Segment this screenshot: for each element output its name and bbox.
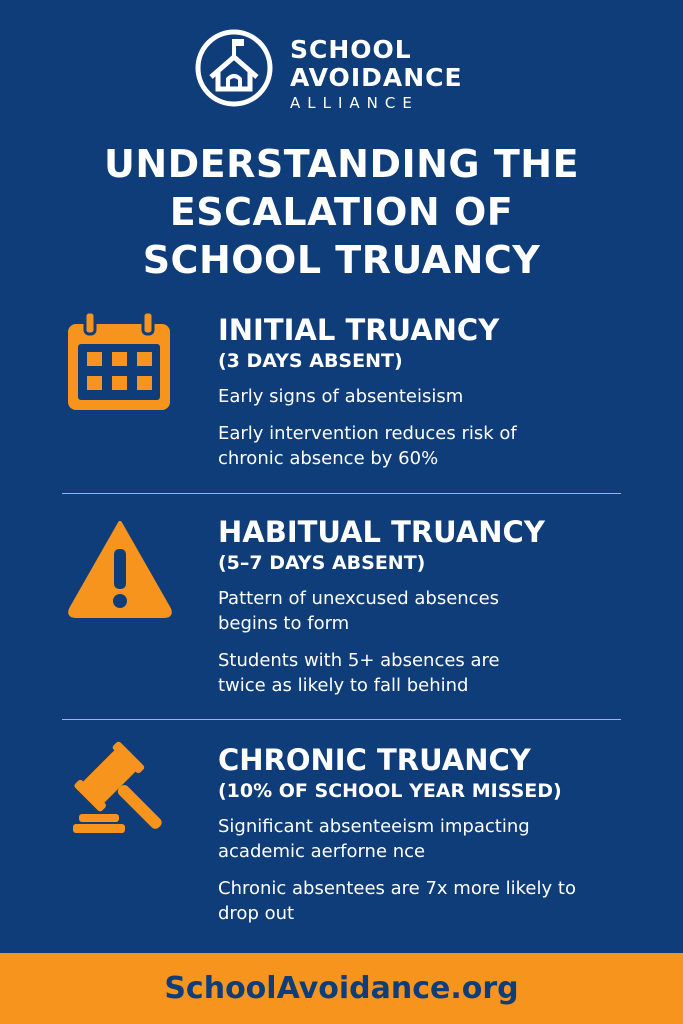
footer-banner: [0, 953, 683, 1024]
page-title: [0, 140, 683, 284]
section-subtitle: (5–7 DAYS ABSENT): [218, 552, 426, 574]
section-title: HABITUAL TRUANCY: [218, 515, 545, 549]
section-text-2: Early intervention reduces risk of chronic absence by 60%: [218, 423, 517, 469]
calendar-icon: [65, 310, 175, 420]
footer-website-link[interactable]: SchoolAvoidance.org: [164, 971, 519, 1006]
section-text-1: Pattern of unexcused absences begins to form: [218, 588, 500, 634]
section-title: CHRONIC TRUANCY: [218, 743, 531, 777]
section-text-1: Early signs of absenteisism: [218, 386, 464, 407]
schoolhouse-icon: [193, 27, 275, 109]
divider: [62, 493, 621, 494]
title-line-3: SCHOOL TRUANCY: [142, 238, 541, 282]
section-text-2: Students with 5+ absences are twice as likely to fall behind: [218, 650, 500, 696]
section-title: INITIAL TRUANCY: [218, 313, 500, 347]
section-subtitle: (3 DAYS ABSENT): [218, 350, 403, 372]
brand-line-1: SCHOOL: [290, 35, 412, 64]
title-line-2: ESCALATION OF: [169, 190, 514, 234]
title-line-1: UNDERSTANDING THE: [103, 142, 580, 186]
gavel-icon: [65, 740, 175, 850]
section-text-1: Significant absenteeism impacting academic aerforne nce: [218, 816, 530, 862]
divider: [62, 719, 621, 720]
section-subtitle: (10% OF SCHOOL YEAR MISSED): [218, 780, 562, 802]
brand-name: [290, 36, 490, 112]
brand-line-3: ALLIANCE: [290, 94, 419, 112]
brand-line-2: AVOIDANCE: [290, 63, 463, 92]
header: [0, 0, 683, 120]
warning-icon: [65, 517, 175, 627]
section-text-2: Chronic absentees are 7x more likely to drop out: [218, 878, 576, 924]
